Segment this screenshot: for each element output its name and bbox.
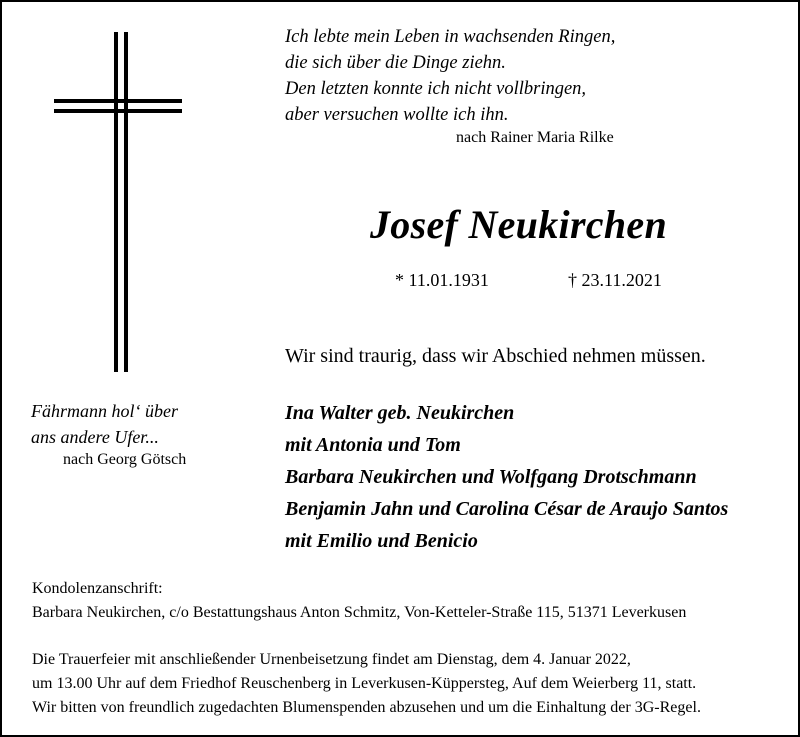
mourner-line: mit Antonia und Tom: [285, 434, 461, 456]
funeral-line: um 13.00 Uhr auf dem Friedhof Reuschenberg in Leverkusen-Küppersteg, Auf dem Weierberg 11, statt.: [32, 675, 697, 692]
poem-line: Ich lebte mein Leben in wachsenden Ringen,: [285, 27, 616, 47]
deceased-name: Josef Neukirchen: [370, 202, 668, 247]
condolence-label: Kondolenzanschrift:: [32, 580, 163, 597]
poem-line: die sich über die Dinge ziehn.: [285, 53, 506, 73]
poem-author: nach Rainer Maria Rilke: [456, 129, 614, 146]
mourner-line: Ina Walter geb. Neukirchen: [285, 402, 515, 424]
side-quote: [31, 398, 178, 450]
funeral-line: Wir bitten von freundlich zugedachten Blumenspenden abzusehen und um die Einhaltung der 3G-Regel.: [32, 699, 701, 716]
side-quote-line: ans andere Ufer...: [31, 427, 159, 447]
mourner-line: Barbara Neukirchen und Wolfgang Drotschmann: [285, 466, 697, 488]
mourners-list: [285, 397, 728, 557]
poem-line: aber versuchen wollte ich ihn.: [285, 105, 509, 125]
funeral-info: [32, 648, 701, 720]
mourner-line: Benjamin Jahn und Carolina César de Araujo Santos: [285, 498, 729, 520]
condolence-address: [32, 577, 686, 625]
condolence-text: Barbara Neukirchen, c/o Bestattungshaus Anton Schmitz, Von-Ketteler-Straße 115, 51371 Leverkusen: [32, 604, 687, 621]
poem: [285, 24, 615, 128]
cross-icon: [52, 32, 184, 372]
mourner-line: mit Emilio und Benicio: [285, 530, 478, 552]
side-quote-author: nach Georg Götsch: [63, 451, 187, 468]
farewell-message: Wir sind traurig, dass wir Abschied nehmen müssen.: [285, 345, 706, 367]
death-date: † 23.11.2021: [568, 270, 662, 290]
birth-date: * 11.01.1931: [395, 270, 489, 290]
poem-line: Den letzten konnte ich nicht vollbringen,: [285, 79, 587, 99]
side-quote-line: Fährmann hol‘ über: [31, 401, 178, 421]
funeral-line: Die Trauerfeier mit anschließender Urnenbeisetzung findet am Dienstag, dem 4. Januar 2022,: [32, 651, 631, 668]
